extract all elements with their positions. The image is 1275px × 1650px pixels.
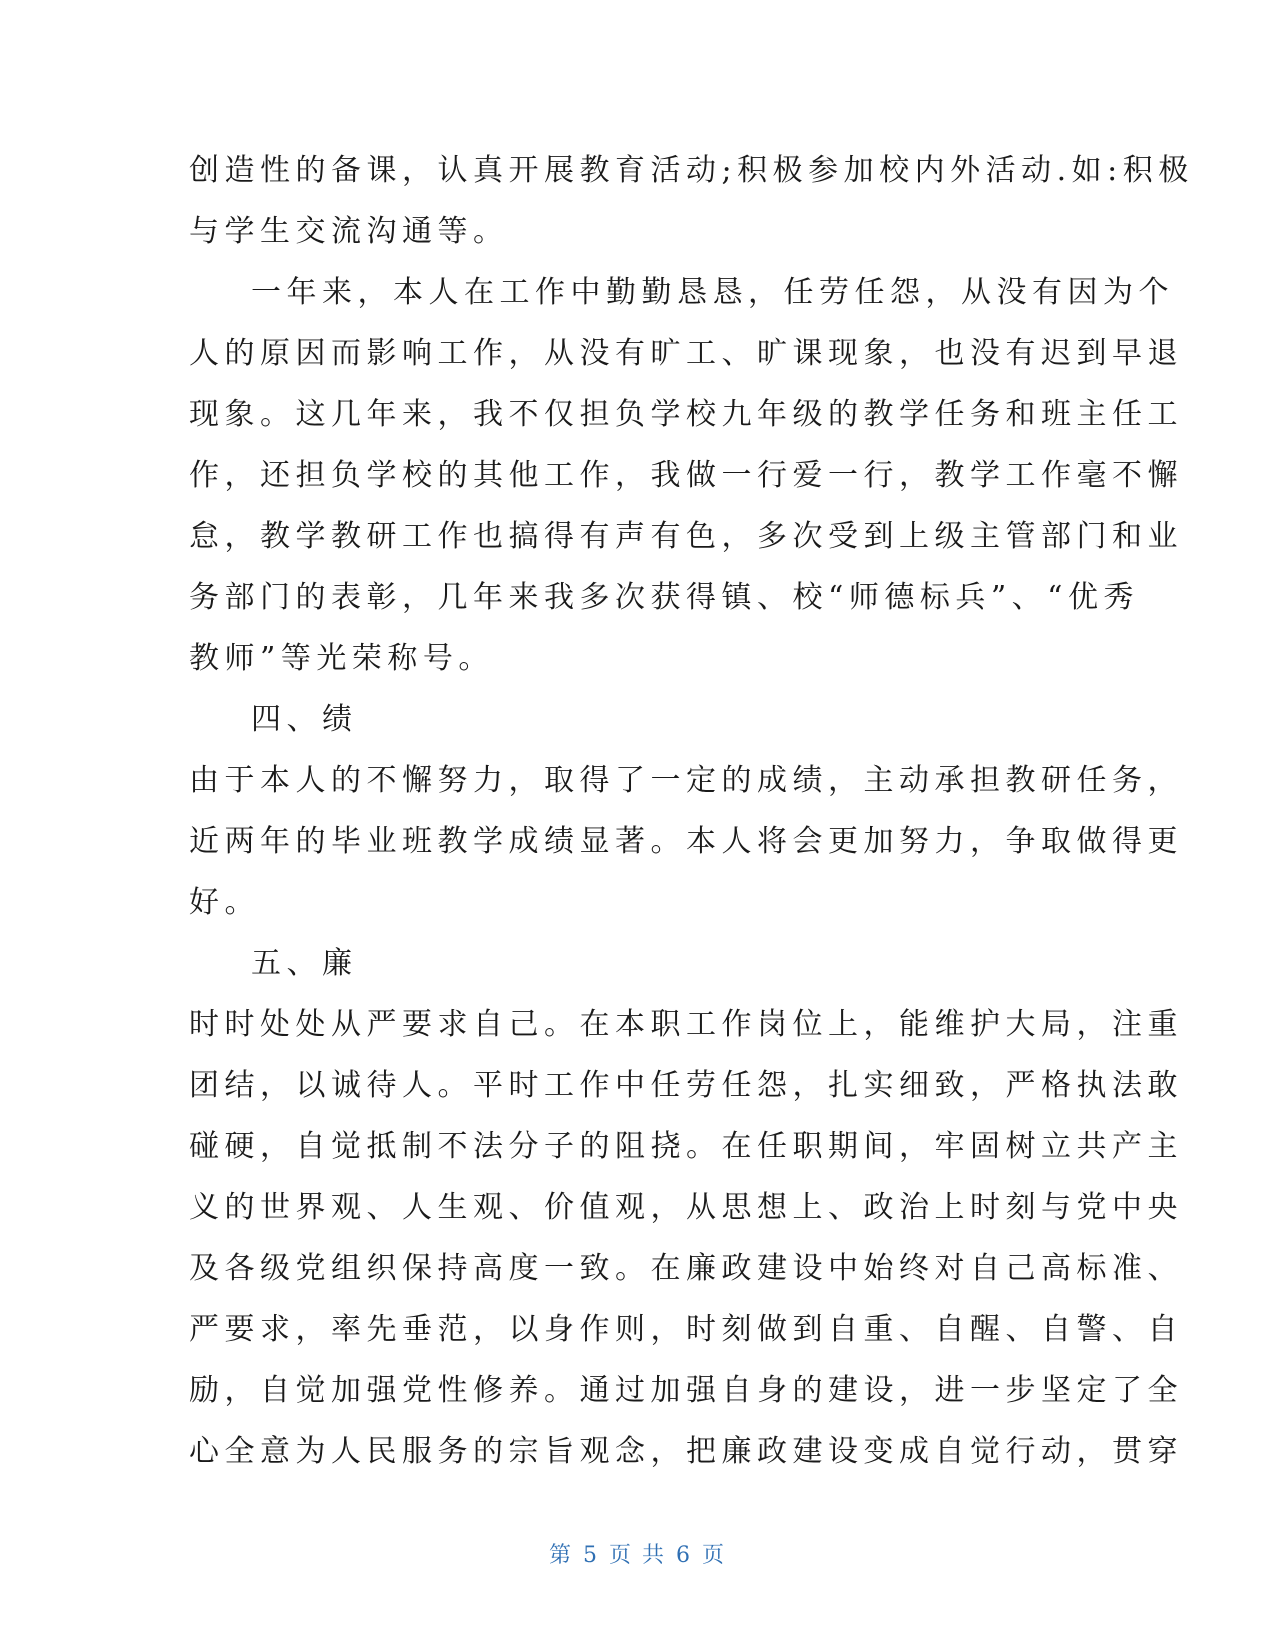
footer-suffix: 页 (702, 1543, 727, 1568)
section-heading: 四、绩 (251, 702, 358, 737)
text-line: 创造性的备课，认真开展教育活动;积极参加校内外活动.如:积极 (189, 153, 1194, 188)
text-line: 好。 (189, 885, 260, 920)
text-line: 务部门的表彰，几年来我多次获得镇、校“师德标兵”、“优秀 (189, 580, 1140, 615)
text-line: 近两年的毕业班教学成绩显著。本人将会更加努力，争取做得更 (189, 824, 1183, 859)
text-line: 人的原因而影响工作，从没有旷工、旷课现象，也没有迟到早退 (189, 336, 1183, 371)
text-line: 励，自觉加强党性修养。通过加强自身的建设，进一步坚定了全 (189, 1373, 1183, 1408)
text-line: 作，还担负学校的其他工作，我做一行爱一行，教学工作毫不懈 (189, 458, 1183, 493)
section-heading: 五、廉 (251, 946, 358, 981)
footer-prefix: 第 (548, 1543, 573, 1568)
text-line: 一年来，本人在工作中勤勤恳恳，任劳任怨，从没有因为个 (251, 275, 1174, 310)
page-footer (0, 1538, 1275, 1569)
text-line: 碰硬，自觉抵制不法分子的阻挠。在任职期间，牢固树立共产主 (189, 1129, 1183, 1164)
total-page-count: 6 (676, 1543, 692, 1568)
text-line: 时时处处从严要求自己。在本职工作岗位上，能维护大局，注重 (189, 1007, 1183, 1042)
document-body (189, 140, 1194, 1482)
text-line: 与学生交流沟通等。 (189, 214, 509, 249)
text-line: 心全意为人民服务的宗旨观念，把廉政建设变成自觉行动，贯穿 (189, 1434, 1183, 1469)
text-line: 团结，以诚待人。平时工作中任劳任怨，扎实细致，严格执法敢 (189, 1068, 1183, 1103)
text-line: 义的世界观、人生观、价值观，从思想上、政治上时刻与党中央 (189, 1190, 1183, 1225)
text-line: 怠，教学教研工作也搞得有声有色，多次受到上级主管部门和业 (189, 519, 1183, 554)
current-page-number: 5 (583, 1543, 599, 1568)
text-line: 及各级党组织保持高度一致。在廉政建设中始终对自己高标准、 (189, 1251, 1183, 1286)
text-line: 由于本人的不懈努力，取得了一定的成绩，主动承担教研任务， (189, 763, 1183, 798)
text-line: 严要求，率先垂范，以身作则，时刻做到自重、自醒、自警、自 (189, 1312, 1183, 1347)
text-line: 教师”等光荣称号。 (189, 641, 494, 676)
text-line: 现象。这几年来，我不仅担负学校九年级的教学任务和班主任工 (189, 397, 1183, 432)
footer-middle: 页 共 (609, 1543, 666, 1568)
